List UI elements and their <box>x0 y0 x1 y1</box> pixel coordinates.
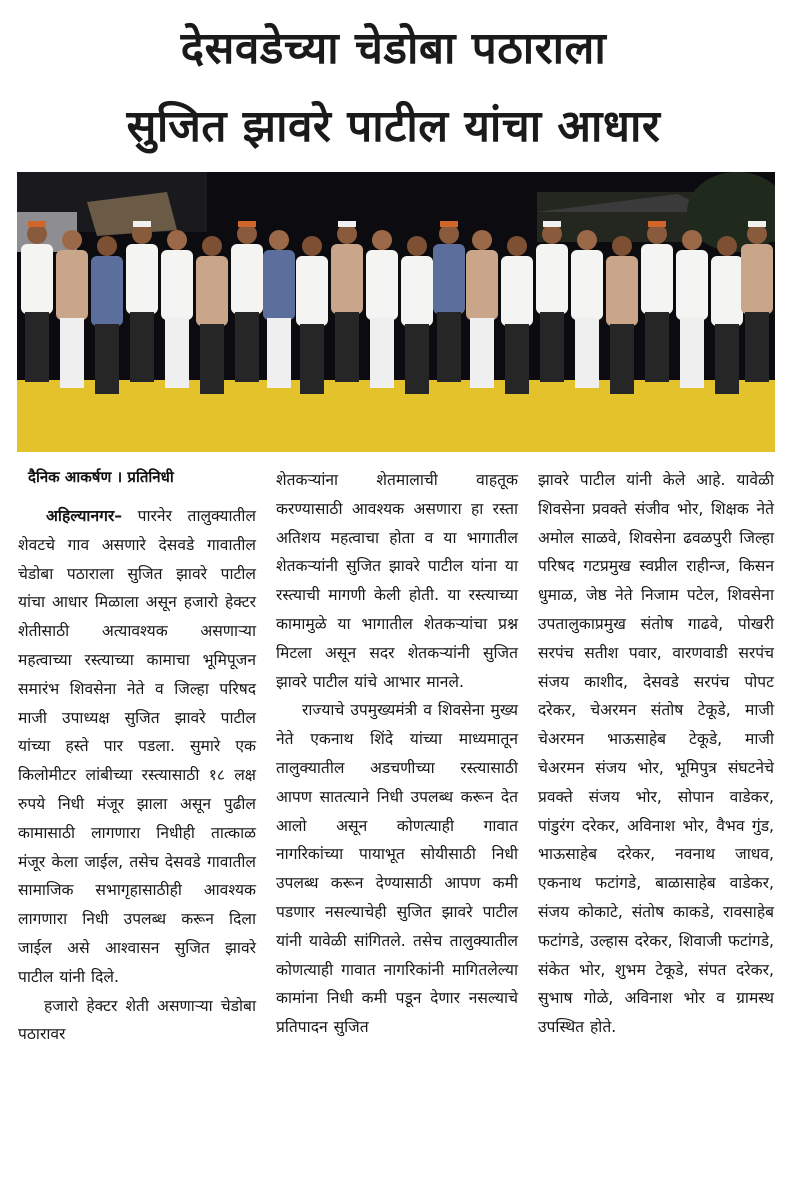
headline-line-1: देसवडेच्या चेडोबा पठाराला <box>180 23 607 74</box>
article-column-2 <box>276 466 518 1042</box>
group-photo <box>17 172 775 452</box>
article-paragraph <box>18 502 256 992</box>
byline: दैनिक आकर्षण । प्रतिनिधी <box>28 468 174 486</box>
article-column-3 <box>538 466 774 1042</box>
article-paragraph: शेतकऱ्यांना शेतमालाची वाहतूक करण्यासाठी आवश्यक असणारा हा रस्ता अतिशय महत्वाचा होता व या भागातील शेतकऱ्यांनी सुजित झावरे पाटील यांना या रस्त्याची मागणी केली होती. या रस्त्याच्या कामामुळे या भागातील शेतकऱ्यांचा प्रश्न मिटला असून सदर शेतकऱ्यांनी सुजित झावरे पाटील यांचे आभार मानले. <box>276 471 518 691</box>
group-photo-illustration <box>17 172 775 452</box>
headline <box>0 10 787 166</box>
article-column-1 <box>18 502 256 1049</box>
article-paragraph: हजारो हेक्टर शेती असणाऱ्या चेडोबा पठारावर <box>18 996 256 1044</box>
article-text: पारनेर तालुक्यातील शेवटचे गाव असणारे देसवडे गावातील चेडोबा पठाराला सुजित झावरे पाटील यांचा आधार मिळाला असून हजारो हेक्टर शेतीसाठी अत्यावश्यक असणाऱ्या महत्वाच्या रस्त्याच्या कामाचा भूमिपूजन समारंभ शिवसेना नेते व जिल्हा परिषद माजी उपाध्यक्ष सुजित झावरे पाटील यांच्या हस्ते पार पडला. सुमारे एक किलोमीटर लांबीच्या रस्त्यासाठी १८ लक्ष रुपये निधी मंजूर झाला असून पुढील कामासाठी लागणारा निधीही तात्काळ मंजूर केला जाईल, तसेच देसवडे गावातील सामाजिक सभागृहासाठीही आवश्यक लागणारा निधी उपलब्ध करून दिला जाईल असे आश्वासन सुजित झावरे पाटील यांनी दिले. <box>18 507 256 986</box>
article-paragraph: राज्याचे उपमुख्यमंत्री व शिवसेना मुख्य नेते एकनाथ शिंदे यांच्या माध्यमातून तालुक्यातील अडचणीच्या रस्त्यासाठी आपण सातत्याने निधी उपलब्ध करून देत आलो असून कोणत्याही गावात नागरिकांच्या पायाभूत सोयीसाठी निधी उपलब्ध करून देण्यासाठी आपण कमी पडणार नसल्याचेही सुजित झावरे पाटील यांनी यावेळी सांगितले. तसेच तालुक्यातील कोणत्याही गावात नागरिकांनी मागितलेल्या कामांना निधी कमी पडून देणार नसल्याचे प्रतिपादन सुजित <box>276 701 518 1037</box>
article-paragraph: झावरे पाटील यांनी केले आहे. यावेळी शिवसेना प्रवक्ते संजीव भोर, शिक्षक नेते अमोल साळवे, शिवसेना ढवळपुरी जिल्हा परिषद गटप्रमुख स्वप्नील राहीन्ज, किसन धुमाळ, जेष्ठ नेते निजाम पटेल, शिवसेना उपतालुकाप्रमुख संतोष गाढवे, पोखरी सरपंच सतीश पवार, वारणवाडी सरपंच संजय काशीद, देसवडे सरपंच पोपट दरेकर, चेअरमन संतोष टेकूडे, माजी चेअरमन भाऊसाहेब टेकूडे, माजी चेअरमन संजय भोर, भूमिपुत्र संघटनेचे प्रवक्ते संजय भोर, सोपान वाडेकर, पांडुरंग दरेकर, अविनाश भोर, वैभव गुंड, भाऊसाहेब दरेकर, नवनाथ जाधव, एकनाथ फटांगडे, बाळासाहेब वाडेकर, संजय कोकाटे, संतोष काकडे, रावसाहेब फटांगडे, उल्हास दरेकर, शिवाजी फटांगडे, संकेत भोर, शुभम टेकूडे, संपत दरेकर, सुभाष गोळे, अविनाश भोर व ग्रामस्थ उपस्थित होते. <box>538 471 774 1037</box>
headline-line-2: सुजित झावरे पाटील यांचा आधार <box>126 101 661 152</box>
dateline: अहिल्यानगर– <box>46 507 123 525</box>
